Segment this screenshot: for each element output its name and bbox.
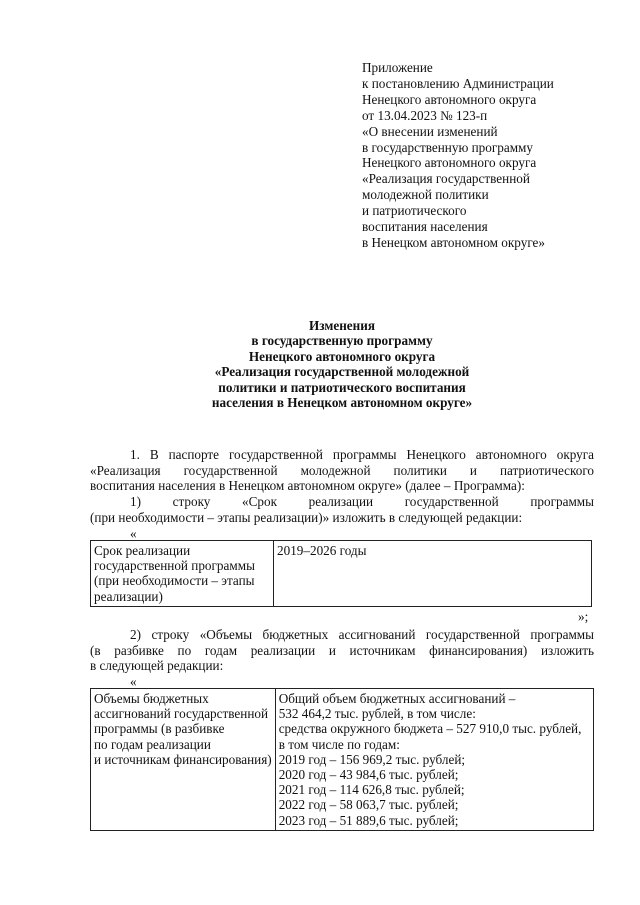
table-value-cell: 2019–2026 годы: [274, 541, 592, 607]
item-line: в следующей редакции:: [90, 658, 224, 673]
appendix-line: и патриотического: [362, 203, 467, 219]
appendix-line: в Ненецком автономном округе»: [362, 234, 546, 250]
appendix-line: «О внесении изменений: [362, 123, 498, 139]
appendix-line: Приложение: [362, 60, 433, 75]
appendix-line: воспитания населения: [362, 219, 488, 235]
appendix-line: от 13.04.2023 № 123-п: [362, 107, 488, 123]
document-title: [90, 318, 594, 410]
table-budget: [90, 688, 594, 831]
open-quote: «: [130, 526, 137, 541]
item-1: [90, 494, 594, 525]
title-line: «Реализация государственной молодежной: [214, 364, 470, 380]
title-line: в государственную программу: [251, 333, 433, 349]
appendix-line: Ненецкого автономного округа: [362, 155, 537, 171]
paragraph-line: 1. В паспорте государственной программы Ненецкого автономного округа: [130, 447, 594, 462]
item-line: (в разбивке по годам реализации и источникам финансирования) изложить: [90, 642, 594, 658]
appendix-line: молодежной политики: [362, 187, 489, 203]
table-term: [90, 540, 592, 607]
close-quote: »;: [578, 609, 589, 624]
paragraph-1: [90, 447, 594, 494]
title-line: политики и патриотического воспитания: [218, 379, 466, 395]
item-2: [90, 627, 594, 674]
appendix-line: к постановлению Администрации: [362, 75, 554, 91]
title-line: населения в Ненецком автономном округе»: [211, 395, 473, 411]
appendix-line: в государственную программу: [362, 139, 533, 155]
item-line: (при необходимости – этапы реализации)» изложить в следующей редакции:: [90, 509, 523, 525]
appendix-line: «Реализация государственной: [362, 171, 530, 187]
title-line: Изменения: [309, 318, 375, 333]
appendix-line: Ненецкого автономного округа: [362, 91, 537, 107]
table-label-cell: Срок реализации государственной программы (при необходимости – этапы реализации): [91, 541, 274, 607]
appendix-block: [362, 60, 622, 251]
table-value-cell: Общий объем бюджетных ассигнований – 532 464,2 тыс. рублей, в том числе: средства окружного бюджета – 527 910,0 тыс. рублей, в том числе по годам: 2019 год – 156 969,2 тыс. рублей; 2020 год – 43 984,6 тыс. рублей; 2021 год – 114 626,8 тыс. рублей; 2022 год – 58 063,7 тыс. рублей; 2023 год – 51 889,6 тыс. рублей;: [275, 689, 593, 831]
title-line: Ненецкого автономного округа: [248, 348, 436, 364]
paragraph-line: «Реализация государственной молодежной политики и патриотического: [90, 462, 594, 478]
open-quote: «: [130, 674, 137, 689]
item-line: 2) строку «Объемы бюджетных ассигнований государственной программы: [130, 627, 594, 642]
table-label-cell: Объемы бюджетных ассигнований государственной программы (в разбивке по годам реализации и источникам финансирования): [91, 689, 276, 831]
item-line: 1) строку «Срок реализации государственной программы: [130, 494, 594, 509]
paragraph-line: воспитания населения в Ненецком автономном округе» (далее – Программа):: [90, 478, 525, 493]
